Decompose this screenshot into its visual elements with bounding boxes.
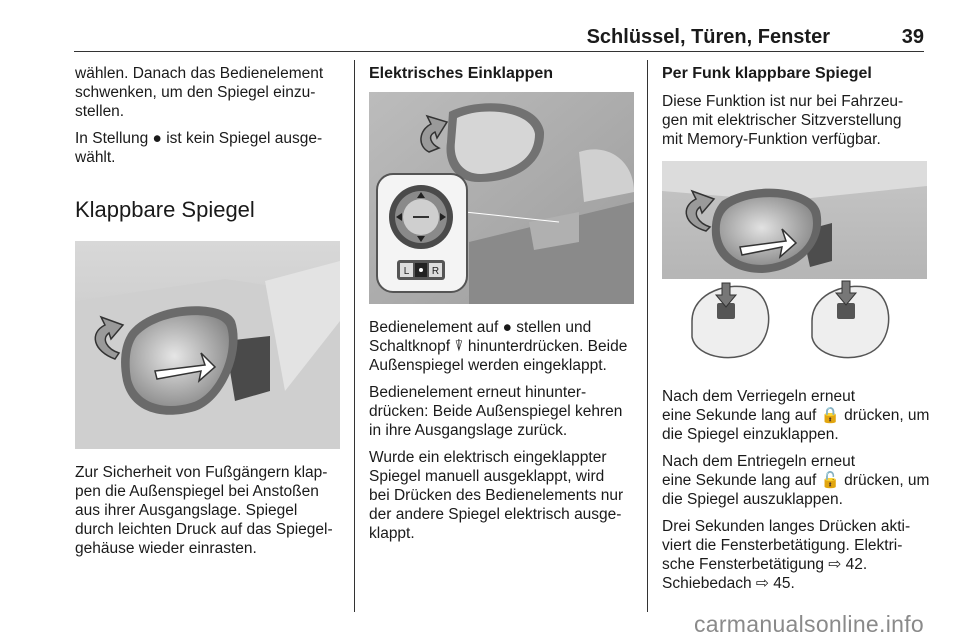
page-header bbox=[0, 0, 960, 52]
paragraph: Nach dem Entriegeln erneut eine Sekunde lang auf 🔓 drücken, um die Spiegel auszuklappen. bbox=[662, 453, 930, 508]
paragraph: Zur Sicherheit von Fußgängern klap- pen die Außenspiegel bei Anstoßen aus ihrer Ausgangslage. Spiegel durch leichten Druck auf das Spiegel- gehäuse wieder einrasten. bbox=[75, 464, 333, 557]
column-1 bbox=[75, 64, 343, 566]
paragraph: In Stellung ● ist kein Spiegel ausge- wählt. bbox=[75, 130, 323, 166]
paragraph: wählen. Danach das Bedienelement schwenken, um den Spiegel einzu- stellen. bbox=[75, 65, 324, 120]
page-number: 39 bbox=[901, 26, 924, 48]
column-3 bbox=[662, 64, 934, 601]
column-2 bbox=[369, 64, 637, 551]
watermark: carmanualsonline.info bbox=[693, 611, 924, 637]
folding-mirror-illustration bbox=[75, 241, 340, 449]
paragraph: Bedienelement erneut hinunter- drücken: Beide Außenspiegel kehren in ihre Ausgangslage zurück. bbox=[369, 384, 623, 439]
remote-folding-illustration bbox=[662, 161, 927, 373]
header-divider bbox=[74, 51, 924, 52]
paragraph: Nach dem Verriegeln erneut eine Sekunde lang auf 🔒 drücken, um die Spiegel einzuklappen. bbox=[662, 388, 930, 443]
electric-folding-illustration bbox=[369, 92, 634, 304]
paragraph: Bedienelement auf ● stellen und Schaltknopf ⍒ hinunterdrücken. Beide Außenspiegel werden eingeklappt. bbox=[369, 319, 628, 374]
column-divider-2 bbox=[647, 60, 648, 612]
column-divider-1 bbox=[354, 60, 355, 612]
section-heading: Klappbare Spiegel bbox=[75, 197, 255, 222]
panel-letter-l: L bbox=[403, 266, 410, 277]
page-title: Schlüssel, Türen, Fenster bbox=[586, 26, 830, 48]
paragraph: Wurde ein elektrisch eingeklappter Spiegel manuell ausgeklappt, wird bei Drücken des Bedienelements nur der andere Spiegel elektrisch ausge- klappt. bbox=[369, 449, 624, 542]
panel-letter-r: R bbox=[431, 266, 440, 277]
section-heading: Elektrisches Einklappen bbox=[369, 65, 554, 82]
section-heading: Per Funk klappbare Spiegel bbox=[662, 65, 872, 82]
paragraph: Diese Funktion ist nur bei Fahrzeu- gen mit elektrischer Sitzverstellung mit Memory-Funktion verfügbar. bbox=[662, 93, 904, 148]
paragraph: Drei Sekunden langes Drücken akti- viert die Fensterbetätigung. Elektri- sche Fensterbetätigung ⇨ 42. Schiebedach ⇨ 45. bbox=[662, 518, 911, 592]
